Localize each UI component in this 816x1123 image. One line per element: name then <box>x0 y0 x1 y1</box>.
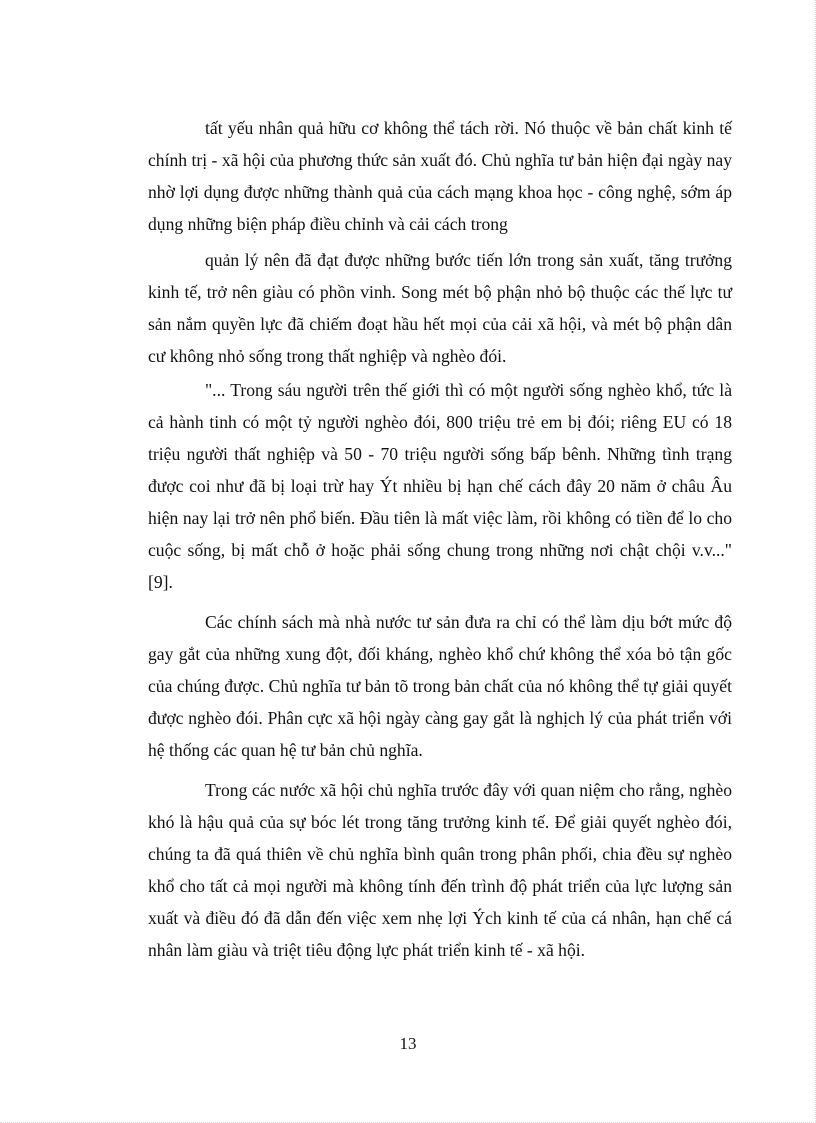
paragraph-1: tất yếu nhân quả hữu cơ không thể tách rời. Nó thuộc về bản chất kinh tế chính trị - xã hội của phương thức sản xuất đó. Chủ nghĩa tư bản hiện đại ngày nay nhờ lợi dụng được những thành quả của cách mạng khoa học - công nghệ, sớm áp dụng những biện pháp điều chỉnh và cải cách trong <box>148 118 732 234</box>
paragraph-3-quote: "... Trong sáu người trên thế giới thì có một người sống nghèo khổ, tức là cả hành tinh có một tỷ người nghèo đói, 800 triệu trẻ em bị đói; riêng EU có 18 triệu người thất nghiệp và 50 - 70 triệu người sống bấp bênh. Những tình trạng được coi như đã bị loại trừ hay Ýt nhiều bị hạn chế cách đây 20 năm ở châu Âu hiện nay lại trở nên phổ biến. Đầu tiên là mất việc làm, rồi không có tiền để lo cho cuộc sống, bị mất chỗ ở hoặc phải sống chung trong những nơi chật chội v.v..." [9]. <box>148 380 732 592</box>
page-number: 13 <box>399 1034 417 1053</box>
paragraph-4: Các chính sách mà nhà nước tư sản đưa ra chỉ có thể làm dịu bớt mức độ gay gắt của những xung đột, đối kháng, nghèo khổ chứ không thể xóa bỏ tận gốc của chúng được. Chủ nghĩa tư bản tõ trong bản chất của nó không thể tự giải quyết được nghèo đói. Phân cực xã hội ngày càng gay gắt là nghịch lý của phát triển với hệ thống các quan hệ tư bản chủ nghĩa. <box>148 612 732 760</box>
paragraph-5: Trong các nước xã hội chủ nghĩa trước đây với quan niệm cho rằng, nghèo khó là hậu quả của sự bóc lét trong tăng trưởng kinh tế. Để giải quyết nghèo đói, chúng ta đã quá thiên về chủ nghĩa bình quân trong phân phối, chia đều sự nghèo khổ cho tất cả mọi người mà không tính đến trình độ phát triển của lực lượng sản xuất và điều đó đã dẫn đến việc xem nhẹ lợi Ých kinh tế của cá nhân, hạn chế cá nhân làm giàu và triệt tiêu động lực phát triển kinh tế - xã hội. <box>148 780 732 960</box>
paragraph-2: quản lý nên đã đạt được những bước tiến lớn trong sản xuất, tăng trưởng kinh tế, trở nên giàu có phồn vinh. Song mét bộ phận nhỏ bộ thuộc các thế lực tư sản nắm quyền lực đã chiếm đoạt hầu hết mọi của cải xã hội, và mét bộ phận dân cư không nhỏ sống trong thất nghiệp và nghèo đói. <box>148 250 732 366</box>
body-text <box>148 112 732 968</box>
